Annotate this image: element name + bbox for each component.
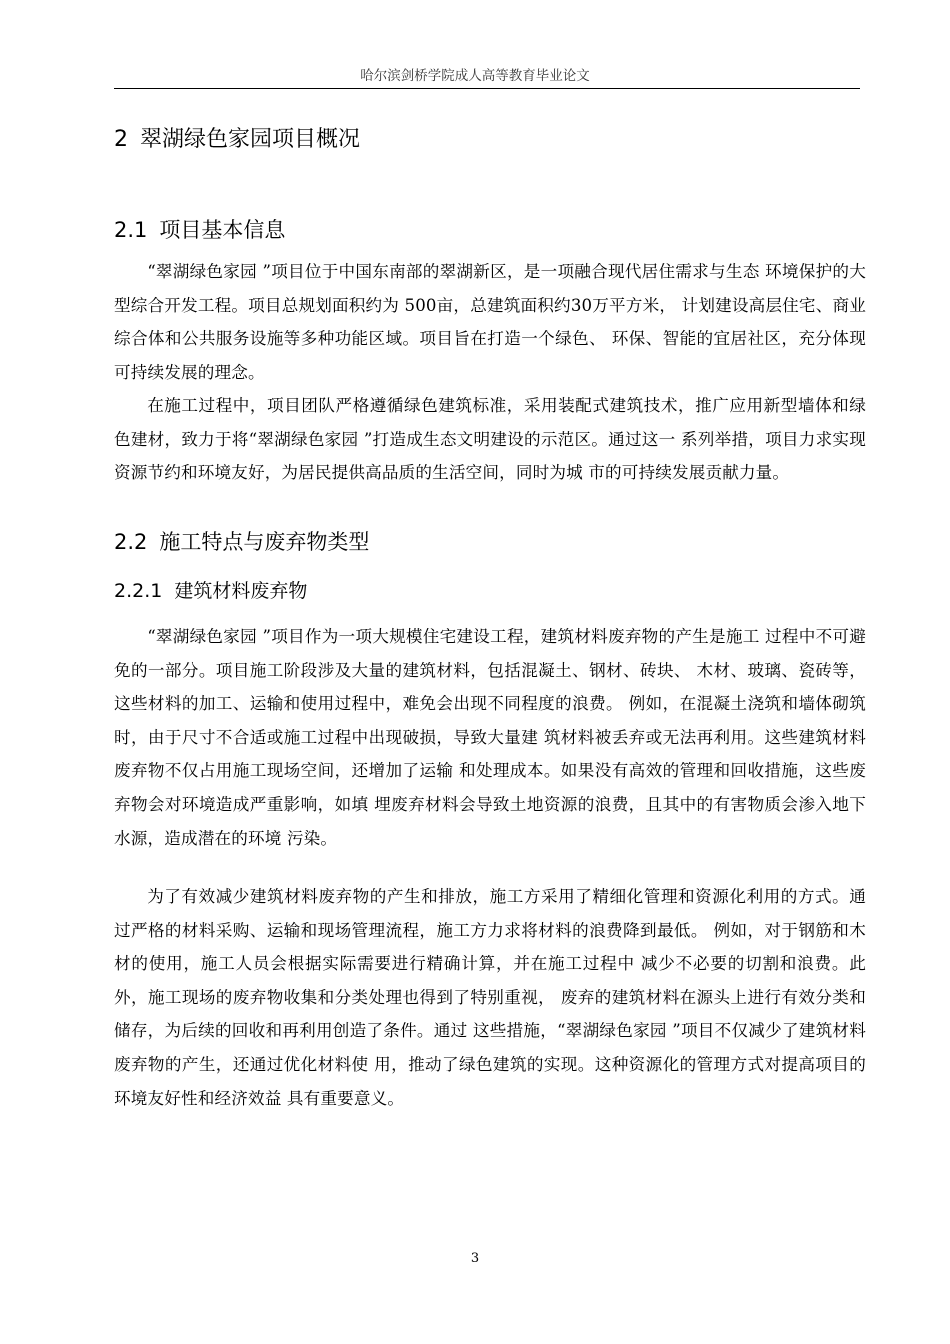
section-2-2-number: 2.2 bbox=[114, 530, 148, 554]
chapter-heading bbox=[114, 122, 360, 153]
header-divider bbox=[114, 88, 860, 89]
section-2-2-1-title: 建筑材料废弃物 bbox=[174, 580, 308, 602]
section-2-1-heading bbox=[114, 214, 285, 244]
section-2-2-heading bbox=[114, 526, 369, 556]
section-2-1-paragraph-2: 在施工过程中，项目团队严格遵循绿色建筑标准，采用装配式建筑技术，推广应用新型墙体和绿色建材，致力于将“翠湖绿色家园 ”打造成生态文明建设的示范区。通过这一 系列举措，项目力求实现资源节约和环境友好，为居民提供高品质的生活空间，同时为城 市的可持续发展贡献力量。 bbox=[114, 396, 866, 483]
chapter-title: 翠湖绿色家园项目概况 bbox=[140, 127, 361, 152]
section-2-1-title: 项目基本信息 bbox=[159, 218, 286, 242]
section-2-2-1-paragraph-1: “翠湖绿色家园 ”项目作为一项大规模住宅建设工程，建筑材料废弃物的产生是施工 过程中不可避免的一部分。项目施工阶段涉及大量的建筑材料，包括混凝土、钢材、砖块、 木材、玻璃、瓷砖等，这些材料的加工、运输和使用过程中，难免会出现不同程度的浪费。 例如，在混凝土浇筑和墙体砌筑时，由于尺寸不合适或施工过程中出现破损，导致大量建 筑材料被丢弃或无法再利用。这些建筑材料废弃物不仅占用施工现场空间，还增加了运输 和处理成本。如果没有高效的管理和回收措施，这些废弃物会对环境造成严重影响，如填 埋废弃材料会导致土地资源的浪费，且其中的有害物质会渗入地下水源，造成潜在的环境 污染。 bbox=[114, 627, 866, 848]
section-2-2-1-number: 2.2.1 bbox=[114, 580, 163, 602]
section-2-2-title: 施工特点与废弃物类型 bbox=[159, 530, 370, 554]
section-2-2-1-paragraph-2: 为了有效减少建筑材料废弃物的产生和排放，施工方采用了精细化管理和资源化利用的方式。通过严格的材料采购、运输和现场管理流程，施工方力求将材料的浪费降到最低。 例如，对于钢筋和木材的使用，施工人员会根据实际需要进行精确计算，并在施工过程中 减少不必要的切割和浪费。此外，施工现场的废弃物收集和分类处理也得到了特别重视， 废弃的建筑材料在源头上进行有效分类和储存，为后续的回收和再利用创造了条件。通过 这些措施，“翠湖绿色家园 ”项目不仅减少了建筑材料废弃物的产生，还通过优化材料使 用，推动了绿色建筑的实现。这种资源化的管理方式对提高项目的环境友好性和经济效益 具有重要意义。 bbox=[114, 887, 866, 1108]
section-2-2-1-heading bbox=[114, 576, 307, 603]
page-header: 哈尔滨剑桥学院成人高等教育毕业论文 bbox=[360, 68, 590, 84]
page-number: 3 bbox=[470, 1251, 480, 1266]
chapter-number: 2 bbox=[114, 127, 128, 152]
section-2-1-paragraph-1: “翠湖绿色家园 ”项目位于中国东南部的翠湖新区，是一项融合现代居住需求与生态 环境保护的大型综合开发工程。项目总规划面积约为 500亩，总建筑面积约30万平方米， 计划建设高层住宅、商业综合体和公共服务设施等多种功能区域。项目旨在打造一个绿色、 环保、智能的宜居社区，充分体现可持续发展的理念。 bbox=[114, 262, 866, 382]
section-2-1-number: 2.1 bbox=[114, 218, 148, 242]
